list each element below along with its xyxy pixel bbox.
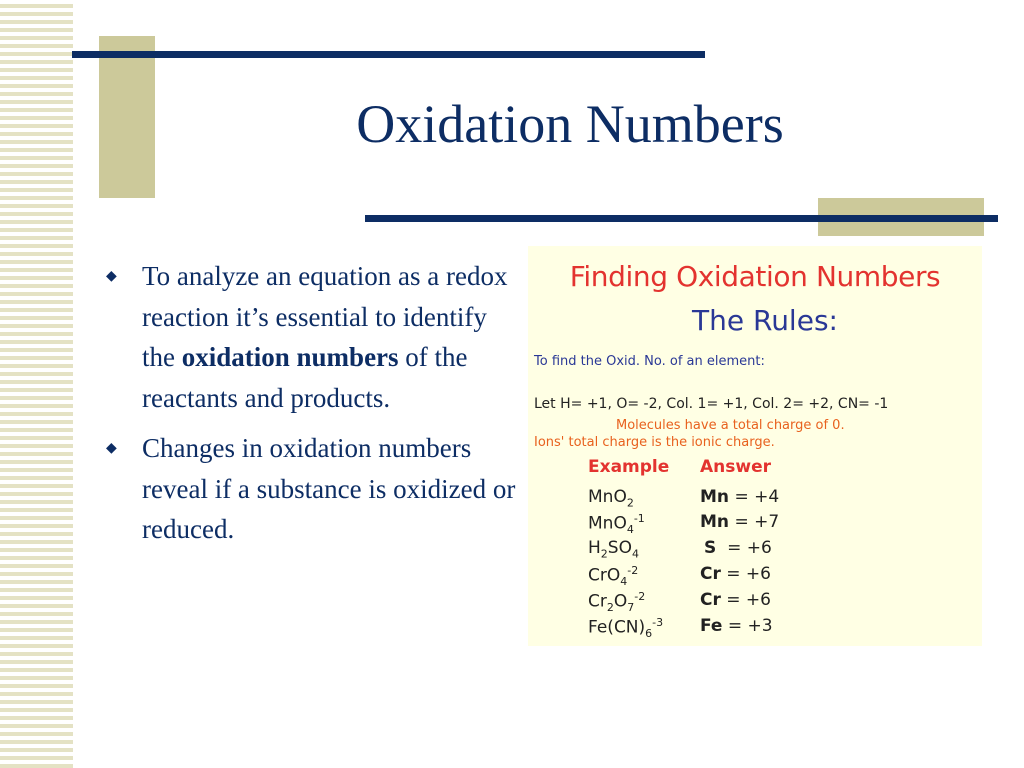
navy-rule-top bbox=[72, 51, 705, 58]
slide-title: Oxidation Numbers bbox=[356, 94, 784, 154]
rules-answer: Cr = +6 bbox=[700, 590, 771, 610]
bullet-text bbox=[142, 428, 524, 550]
diamond-bullet-icon: ◆ bbox=[106, 269, 117, 284]
rules-example-formula: MnO$_4^{-1}$ bbox=[588, 512, 645, 537]
bullet-text-part: Changes in oxidation numbers reveal if a substance is oxidized or reduced. bbox=[142, 433, 516, 544]
navy-rule-bottom bbox=[365, 215, 998, 222]
rules-answer: Mn = +4 bbox=[700, 487, 780, 507]
rules-example-formula: $H_2SO_4$ bbox=[588, 538, 639, 561]
rules-example-formula: $Fe(CN)_6^{-3}$ bbox=[588, 616, 664, 641]
bullet-text-part: of the reactants and products. bbox=[142, 342, 468, 413]
rules-intro: To find the Oxid. No. of an element: bbox=[534, 354, 765, 369]
rules-example-formula: MnO$_2$ bbox=[588, 487, 634, 510]
bullet-bold-term: oxidation numbers bbox=[181, 342, 399, 372]
tan-accent-block-top bbox=[99, 36, 155, 198]
rules-note-ions: Ions' total charge is the ionic charge. bbox=[534, 435, 775, 450]
striped-side-border bbox=[0, 0, 73, 768]
rules-answer: S = +6 bbox=[704, 538, 772, 558]
bullet-list bbox=[104, 256, 524, 560]
rules-example-header: Example bbox=[588, 457, 670, 477]
rules-answer-header: Answer bbox=[700, 457, 771, 477]
bullet-item bbox=[104, 428, 524, 550]
rules-example-formula: $Cr_2O_7^{-2}$ bbox=[588, 590, 646, 615]
rules-subtitle: The Rules: bbox=[692, 304, 838, 337]
oxidation-rules-image bbox=[528, 246, 982, 646]
rules-note-molecules: Molecules have a total charge of 0. bbox=[616, 418, 845, 433]
rules-answer: Cr = +6 bbox=[700, 564, 771, 584]
rules-let-line: Let H= +1, O= -2, Col. 1= +1, Col. 2= +2, CN= -1 bbox=[534, 396, 889, 412]
bullet-text-part: To analyze an equation as a redox reaction it’s essential to identify the bbox=[142, 261, 508, 372]
rules-answer: Fe = +3 bbox=[700, 616, 773, 636]
diamond-bullet-icon: ◆ bbox=[106, 441, 117, 456]
bullet-item bbox=[104, 256, 524, 418]
rules-answer: Mn = +7 bbox=[700, 512, 780, 532]
rules-example-formula: CrO$_4^{-2}$ bbox=[588, 564, 639, 589]
rules-title: Finding Oxidation Numbers bbox=[569, 260, 941, 293]
bullet-text bbox=[142, 256, 524, 418]
